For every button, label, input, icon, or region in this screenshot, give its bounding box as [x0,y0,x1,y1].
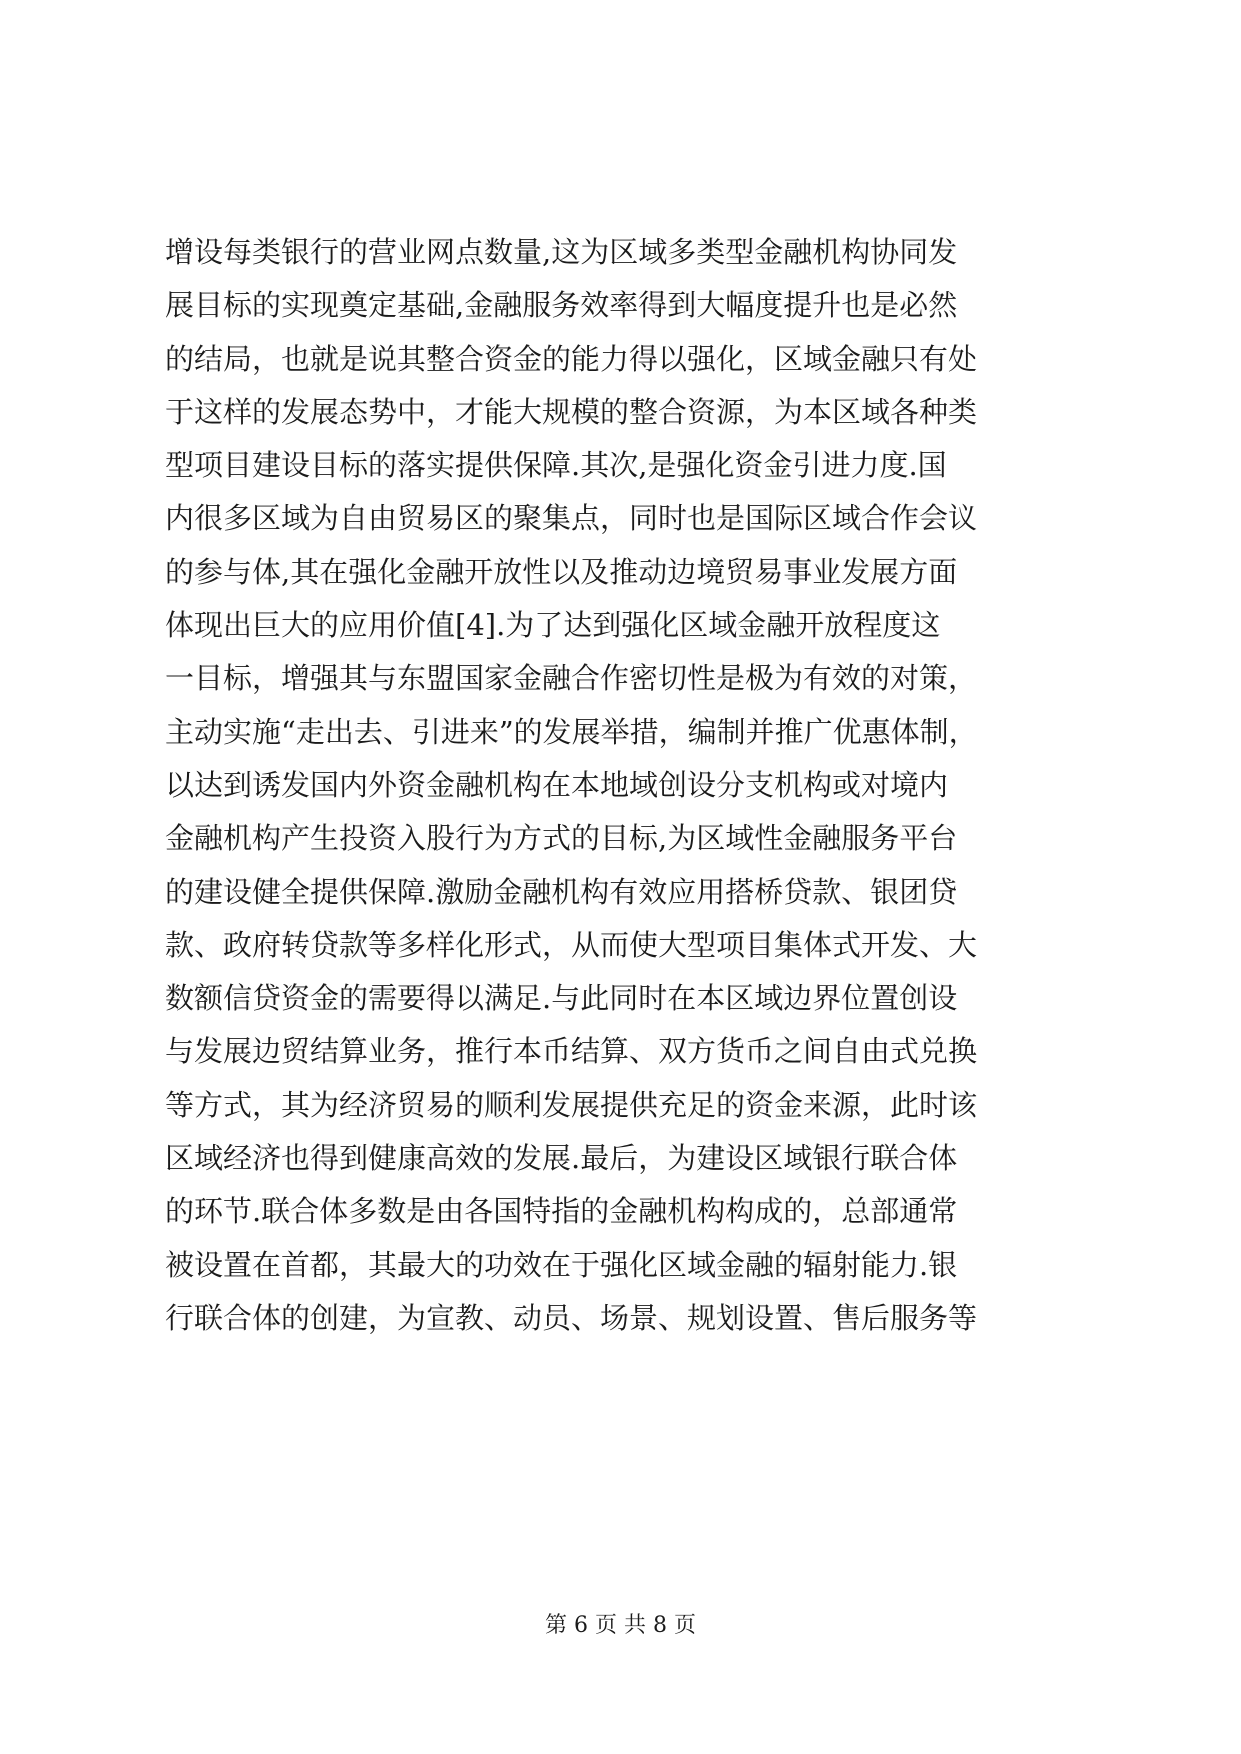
text-line: 款、政府转贷款等多样化形式，从而使大型项目集体式开发、大 [165,927,978,962]
text-line: 内很多区域为自由贸易区的聚集点，同时也是国际区域合作会议 [165,501,978,536]
text-line: 以达到诱发国内外资金融机构在本地域创设分支机构或对境内 [165,767,949,802]
page-number-label: 第 6 页 共 8 页 [545,1613,696,1638]
text-line: 增设每类银行的营业网点数量,这为区域多类型金融机构协同发 [165,235,958,269]
text-line: 于这样的发展态势中，才能大规模的整合资源，为本区域各种类 [165,394,978,429]
text-line: 的结局，也就是说其整合资金的能力得以强化，区域金融只有处 [165,341,978,376]
text-line: 展目标的实现奠定基础,金融服务效率得到大幅度提升也是必然 [165,288,958,323]
text-line: 与发展边贸结算业务，推行本币结算、双方货币之间自由式兑换 [165,1034,978,1069]
text-line: 数额信贷资金的需要得以满足.与此同时在本区域边界位置创设 [165,981,958,1016]
text-line: 行联合体的创建，为宣教、动员、场景、规划设置、售后服务等 [165,1300,978,1335]
text-line: 的环节.联合体多数是由各国特指的金融机构构成的，总部通常 [165,1194,958,1229]
text-line: 主动实施“走出去、引进来”的发展举措，编制并推广优惠体制， [165,714,978,749]
page-footer [0,1608,1241,1639]
text-line: 区域经济也得到健康高效的发展.最后，为建设区域银行联合体 [165,1141,958,1176]
text-line: 金融机构产生投资入股行为方式的目标,为区域性金融服务平台 [165,821,958,856]
text-line: 等方式，其为经济贸易的顺利发展提供充足的资金来源，此时该 [165,1087,978,1122]
text-line: 一目标，增强其与东盟国家金融合作密切性是极为有效的对策， [165,661,978,696]
text-line: 型项目建设目标的落实提供保障.其次,是强化资金引进力度.国 [165,448,947,483]
text-line: 的建设健全提供保障.激励金融机构有效应用搭桥贷款、银团贷 [165,874,958,909]
text-line: 的参与体,其在强化金融开放性以及推动边境贸易事业发展方面 [165,554,958,589]
body-text [165,226,1095,1345]
text-line: 体现出巨大的应用价值[4].为了达到强化区域金融开放程度这 [165,608,941,643]
text-line: 被设置在首都，其最大的功效在于强化区域金融的辐射能力.银 [165,1247,958,1282]
